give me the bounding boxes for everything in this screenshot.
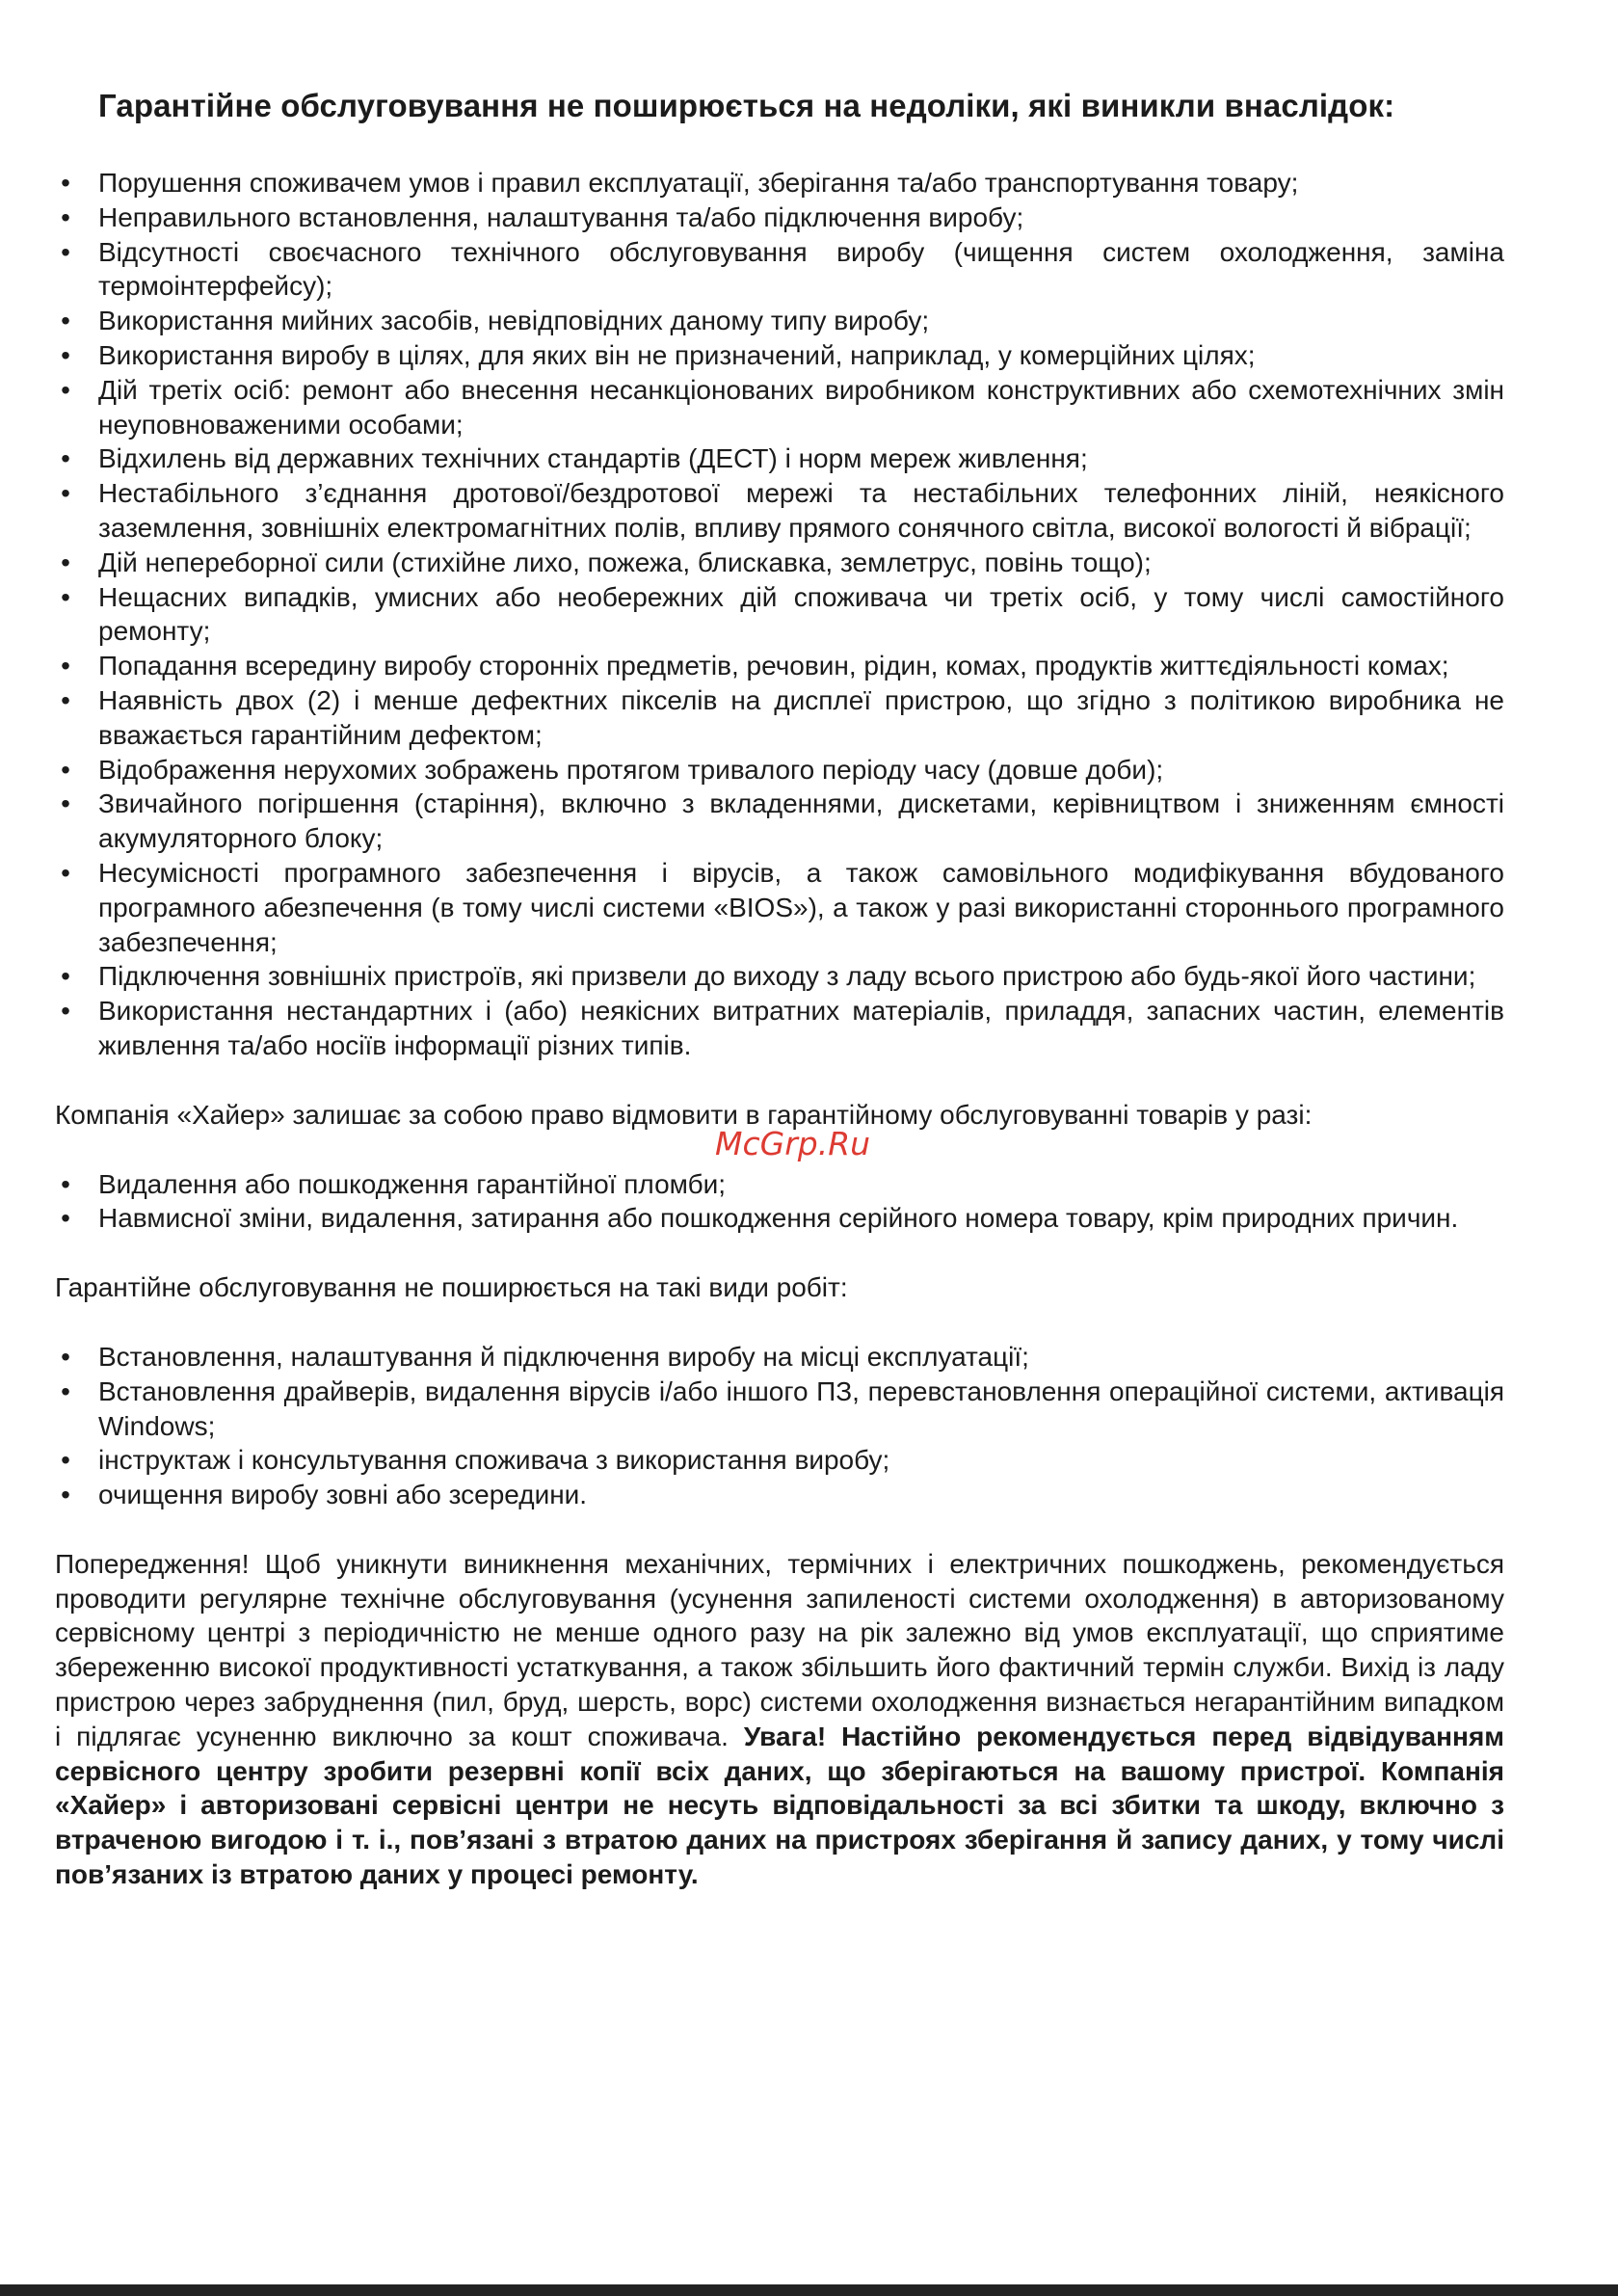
list-item: • Нестабільного з’єднання дротової/бездротової мережі та нестабільних телефонних ліній, неякісного заземлення, зовнішніх електромагнітних полів, впливу прямого сонячного світла, високої вологості й вібрації; — [55, 476, 1504, 546]
bullet-icon: • — [61, 1445, 70, 1476]
works-list — [55, 1340, 1504, 1512]
list-item: • Підключення зовнішніх пристроїв, які призвели до виходу з ладу всього пристрою або будь-якої його частини; — [55, 959, 1504, 994]
bullet-icon: • — [61, 788, 70, 819]
list-item: • Відсутності своєчасного технічного обслуговування виробу (чищення систем охолодження, заміна термоінтерфейсу); — [55, 235, 1504, 305]
list-item: • Використання мийних засобів, невідповідних даному типу виробу; — [55, 304, 1504, 338]
list-item: • Нещасних випадків, умисних або необережних дій споживача чи третіх осіб, у тому числі самостійного ремонту; — [55, 580, 1504, 650]
bullet-icon: • — [61, 651, 70, 681]
bullet-icon: • — [61, 1168, 70, 1199]
refusal-paragraph: Компанія «Хайер» залишає за собою право відмовити в гарантійному обслуговуванні товарів у разі: — [55, 1099, 1313, 1130]
bullet-icon: • — [61, 996, 70, 1027]
bullet-icon: • — [61, 1341, 70, 1372]
bullet-icon: • — [61, 306, 70, 336]
defects-list — [55, 166, 1504, 1063]
bullet-icon: • — [61, 1203, 70, 1234]
list-item: • Дій непереборної сили (стихійне лихо, пожежа, блискавка, землетрус, повінь тощо); — [55, 546, 1504, 580]
list-item: • Несумісності програмного забезпечення і вірусів, а також самовільного модифікування вбудованого програмного абезпечення (в тому числі системи «BIOS»), а також у разі використанні стороннього програмного забезпечення; — [55, 856, 1504, 959]
bullet-icon: • — [61, 684, 70, 715]
bullet-icon: • — [61, 754, 70, 785]
list-item: • Наявність двох (2) і менше дефектних пікселів на дисплеї пристрою, що згідно з політикою виробника не вважається гарантійним дефектом; — [55, 683, 1504, 753]
list-item: • Встановлення драйверів, видалення вірусів і/або іншого ПЗ, перевстановлення операційної системи, активація Windows; — [55, 1375, 1504, 1444]
bullet-icon: • — [61, 339, 70, 370]
bullet-icon: • — [61, 168, 70, 198]
list-item: • Видалення або пошкодження гарантійної пломби; — [55, 1167, 1504, 1202]
bullet-icon: • — [61, 961, 70, 992]
bullet-icon: • — [61, 857, 70, 888]
bullet-icon: • — [61, 581, 70, 612]
works-paragraph: Гарантійне обслуговування не поширюється на такі види робіт: — [55, 1272, 848, 1303]
list-item: • Неправильного встановлення, налаштування та/або підключення виробу; — [55, 200, 1504, 235]
bullet-icon: • — [61, 1480, 70, 1510]
bullet-icon: • — [61, 478, 70, 509]
bullet-icon: • — [61, 547, 70, 577]
list-item: • Звичайного погіршення (старіння), включно з вкладеннями, дискетами, керівництвом і зниженням ємності акумуляторного блоку; — [55, 787, 1504, 856]
bullet-icon: • — [61, 443, 70, 474]
refusal-list — [55, 1167, 1504, 1237]
watermark-text: McGrp.Ru — [715, 1125, 871, 1162]
list-item: • очищення виробу зовні або зсередини. — [55, 1478, 1504, 1512]
list-item: • Навмисної зміни, видалення, затирання або пошкодження серійного номера товару, крім природних причин. — [55, 1201, 1504, 1236]
list-item: • Порушення споживачем умов і правил експлуатації, зберігання та/або транспортування товару; — [55, 166, 1504, 200]
list-item: • Відхилень від державних технічних стандартів (ДЕСТ) і норм мереж живлення; — [55, 441, 1504, 476]
warning-text: Попередження! Щоб уникнути виникнення механічних, термічних і електричних пошкоджень, рекомендується проводити регулярне технічне обслуговування (усунення запиленості системи охолодження) в авторизованому сервісному центрі з періодичністю не менше одного разу на рік залежно від умов експлуатації, що сприятиме збереженню високої продуктивності устаткування, а також збільшить його фактичний термін служби. Вихід із ладу пристрою через забруднення (пил, бруд, шерсть, ворс) системи охолодження визнається негарантійним випадком і підлягає усуненню виключно за кошт споживача. — [55, 1548, 1504, 1751]
page-heading: Гарантійне обслуговування не поширюється на недоліки, які виникли внаслідок: — [98, 88, 1395, 123]
list-item: • Попадання всередину виробу сторонніх предметів, речовин, рідин, комах, продуктів життєдіяльності комах; — [55, 649, 1504, 683]
list-item: • Дій третіх осіб: ремонт або внесення несанкціонованих виробником конструктивних або схемотехнічних змін неуповноваженими особами; — [55, 373, 1504, 442]
list-item: • Встановлення, налаштування й підключення виробу на місці експлуатації; — [55, 1340, 1504, 1375]
list-item: • Використання виробу в цілях, для яких він не призначений, наприклад, у комерційних цілях; — [55, 338, 1504, 373]
bullet-icon: • — [61, 236, 70, 267]
list-item: • Використання нестандартних і (або) неякісних витратних матеріалів, приладдя, запасних частин, елементів живлення та/або носіїв інформації різних типів. — [55, 994, 1504, 1063]
bullet-icon: • — [61, 201, 70, 232]
bullet-icon: • — [61, 374, 70, 405]
bottom-divider — [0, 2284, 1618, 2296]
warning-paragraph — [55, 1547, 1504, 1892]
warning-bold-text: Увага! Настійно рекомендується перед відвідуванням сервісного центру зробити резервні копії всіх даних, що зберігаються на вашому пристрої. Компанія «Хайер» і авторизовані сервісні центри не несуть відповідальності за всі збитки та шкоду, включно з втраченою вигодою і т. і., пов’язані з втратою даних на пристроях зберігання й запису даних, у тому числі пов’язаних із втратою даних у процесі ремонту. — [55, 1721, 1504, 1890]
bullet-icon: • — [61, 1375, 70, 1406]
list-item: • Відображення нерухомих зображень протягом тривалого періоду часу (довше доби); — [55, 753, 1504, 788]
list-item: • інструктаж і консультування споживача з використання виробу; — [55, 1443, 1504, 1478]
